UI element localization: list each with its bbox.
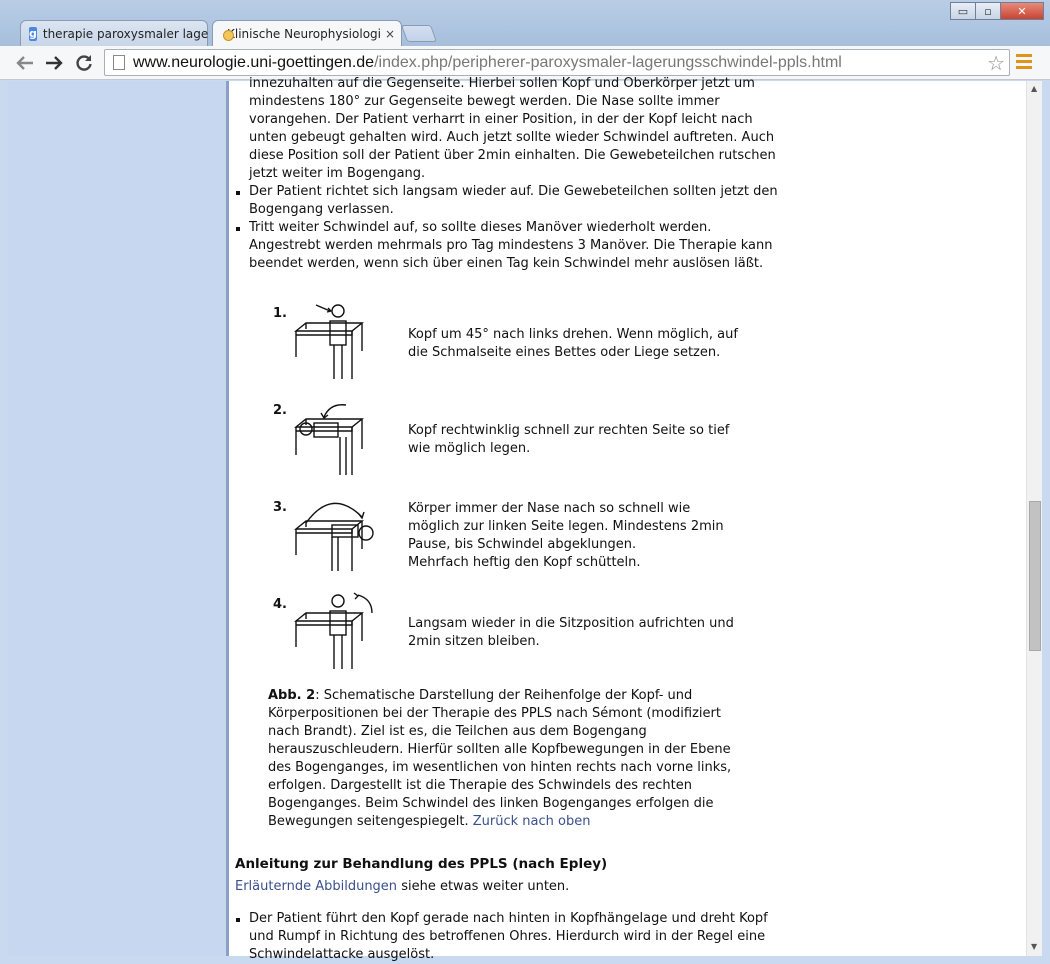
step-text-line: Mehrfach heftig den Kopf schütteln. [408, 555, 641, 570]
list-item-line: und Rumpf in Richtung des betroffenen Ohres. Hierdurch wird in der Regel eine [249, 929, 766, 944]
step-text-line: wie möglich legen. [408, 441, 531, 456]
section-heading: Anleitung zur Behandlung des PPLS (nach Epley) [235, 856, 608, 872]
illustrations-link[interactable]: Erläuternde Abbildungen [235, 879, 398, 894]
caption-line: Bogenganges. Beim Schwindel des linken Bogenganges erfolgen die [268, 796, 714, 811]
menu-icon[interactable] [1016, 54, 1032, 72]
epley-intro-text: siehe etwas weiter unten. [397, 879, 570, 894]
figure-caption [268, 687, 768, 831]
step-text-line: Langsam wieder in die Sitzposition aufrichten und [408, 616, 734, 631]
vertical-scrollbar[interactable] [1026, 81, 1042, 956]
url-host: www.neurologie.uni-goettingen.de [133, 53, 375, 71]
tab-label: therapie paroxysmaler lage [42, 26, 209, 41]
intro-line: jetzt weiter im Bogengang. [249, 166, 426, 181]
list-item-line: Tritt weiter Schwindel auf, so sollte dieses Manöver wiederholt werden. [249, 220, 712, 235]
step-text-line: 2min sitzen bleiben. [408, 634, 540, 649]
tab-label: Klinische Neurophysiologi [227, 27, 381, 41]
intro-line: diese Position soll der Patient über 2min einhalten. Die Gewebeteilchen rutschen [249, 148, 776, 163]
address-bar[interactable] [104, 49, 1010, 76]
scroll-thumb[interactable] [1029, 501, 1041, 651]
list-item-line: Bogengang verlassen. [249, 202, 394, 217]
intro-line: unten gebeugt gehalten wird. Auch jetzt sollte wieder Schwindel auftreten. Auch [249, 130, 775, 145]
url-path: /index.php/peripherer-paroxysmaler-lagerungsschwindel-ppls.html [374, 53, 842, 71]
scroll-down-arrow-icon[interactable]: ▼ [1031, 942, 1038, 951]
minimize-button[interactable]: ▭ [950, 2, 976, 20]
tab-google-search[interactable] [20, 20, 208, 46]
intro-line: vorangehen. Der Patient verharrt in einer Position, in der der Kopf leicht nach [249, 112, 753, 127]
caption-line: nach Brandt). Ziel ist es, die Teilchen aus dem Bogengang [268, 724, 647, 739]
window-close-button[interactable]: ✕ [1000, 2, 1044, 20]
tab-neurophysiologie[interactable] [212, 20, 402, 47]
step-number: 3. [273, 500, 287, 515]
page-viewport [8, 76, 1042, 962]
epley-intro [235, 878, 569, 896]
scroll-up-arrow-icon[interactable]: ▲ [1031, 84, 1038, 93]
google-icon: g [29, 27, 37, 40]
bullet-marker [236, 918, 240, 922]
step-3-figure [292, 491, 388, 573]
step-text-line: möglich zur linken Seite legen. Mindestens 2min [408, 519, 724, 534]
new-tab-button[interactable] [401, 25, 437, 42]
caption-line: des Bogenganges, im wesentlichen von hinten rechts nach vorne links, [268, 760, 732, 775]
caption-line: Körperpositionen bei der Therapie des PPLS nach Sémont (modifiziert [268, 706, 721, 721]
title-bar [0, 0, 1050, 46]
step-text-line: Kopf um 45° nach links drehen. Wenn möglich, auf [408, 327, 738, 342]
caption-label: Abb. 2 [268, 688, 316, 703]
list-item-line: Der Patient führt den Kopf gerade nach hinten in Kopfhängelage und dreht Kopf [249, 911, 768, 926]
intro-line: innezuhalten auf die Gegenseite. Hierbei sollen Kopf und Oberkörper jetzt um [249, 76, 755, 91]
caption-line: erfolgen. Dargestellt ist die Therapie des Schwindels des rechten [268, 778, 692, 793]
step-number: 1. [273, 306, 287, 321]
article-content [8, 76, 1026, 962]
caption-line: Bewegungen seitengespiegelt. [268, 814, 473, 829]
bookmark-star-icon[interactable]: ☆ [987, 53, 1005, 75]
reload-icon[interactable] [73, 52, 95, 74]
back-to-top-link[interactable]: Zurück nach oben [472, 814, 591, 829]
list-item-line: beendet werden, wenn sich über einen Tag kein Schwindel mehr auslösen läßt. [249, 256, 764, 271]
caption-line: herauszuschleudern. Hierfür sollten alle Kopfbewegungen in der Ebene [268, 742, 731, 757]
step-number: 4. [273, 597, 287, 612]
step-4-figure [292, 591, 382, 671]
step-text-line: Kopf rechtwinklig schnell zur rechten Seite so tief [408, 423, 730, 438]
page-icon [113, 55, 125, 70]
step-1-figure [292, 301, 372, 381]
list-item-line: Angestrebt werden mehrmals pro Tag mindestens 3 Manöver. Die Therapie kann [249, 238, 773, 253]
bullet-marker [236, 191, 240, 195]
forward-arrow-icon[interactable] [43, 52, 65, 74]
back-arrow-icon[interactable] [14, 52, 36, 74]
step-text-line: Körper immer der Nase nach so schnell wie [408, 501, 691, 516]
step-text-line: Pause, bis Schwindel abgeklungen. [408, 537, 637, 552]
step-text-line: die Schmalseite eines Bettes oder Liege setzen. [408, 345, 721, 360]
close-icon[interactable]: × [384, 27, 396, 41]
intro-line: mindestens 180° zur Gegenseite bewegt werden. Die Nase sollte immer [249, 94, 720, 109]
list-item-line: Der Patient richtet sich langsam wieder auf. Die Gewebeteilchen sollten jetzt den [249, 184, 778, 199]
list-item-line: Schwindelattacke ausgelöst. [249, 947, 435, 962]
caption-line: : Schematische Darstellung der Reihenfolge der Kopf- und [315, 688, 693, 703]
step-2-figure [292, 399, 372, 477]
maximize-button[interactable]: ▫ [975, 2, 1001, 20]
step-number: 2. [273, 403, 287, 418]
bullet-marker [236, 227, 240, 231]
